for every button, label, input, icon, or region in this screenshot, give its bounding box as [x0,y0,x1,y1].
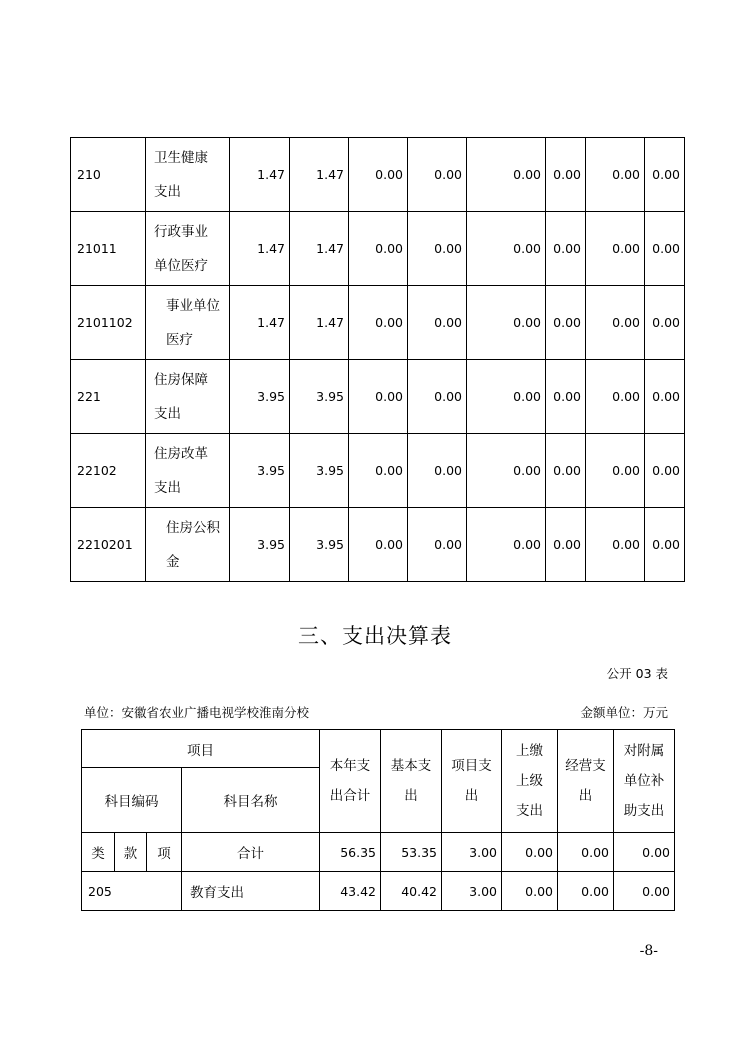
value-cell: 1.47 [230,286,290,360]
value-cell: 0.00 [546,360,586,434]
value-cell: 0.00 [645,360,685,434]
header-upper-text: 上缴上级支出 [516,743,543,819]
value-cell: 0.00 [645,508,685,582]
value-cell: 0.00 [408,360,467,434]
header-subsidy [614,730,675,833]
subject-name: 住房公积金 [146,508,230,582]
value-cell: 1.47 [290,138,349,212]
value-cell: 0.00 [408,434,467,508]
reporting-unit: 单位：安徽省农业广播电视学校淮南分校 [84,705,310,720]
header-subject-name: 科目名称 [182,768,320,833]
value-cell: 0.00 [586,434,645,508]
value-total: 43.42 [320,872,381,911]
page-number: -8- [639,943,658,959]
value-cell: 1.47 [230,212,290,286]
table-row [71,138,685,212]
header-total-text: 本年支出合计 [329,758,371,804]
value-cell: 0.00 [586,508,645,582]
header-subsidy-text: 对附属单位补助支出 [623,743,665,819]
table-row [71,508,685,582]
value-cell: 0.00 [408,508,467,582]
subject-code: 210 [71,138,146,212]
value-cell: 0.00 [349,212,408,286]
subject-name: 行政事业单位医疗 [146,212,230,286]
value-cell: 0.00 [349,360,408,434]
value-cell: 3.95 [290,434,349,508]
header-project [442,730,502,833]
table-row [82,872,675,911]
amount-unit: 金额单位：万元 [580,705,668,720]
value-cell: 0.00 [586,360,645,434]
total-subsidy: 0.00 [614,833,675,872]
value-cell: 0.00 [467,434,546,508]
value-cell: 0.00 [408,212,467,286]
value-cell: 0.00 [467,286,546,360]
header-business [558,730,614,833]
table-row [71,360,685,434]
header-category: 类 [82,833,115,872]
total-upper: 0.00 [502,833,558,872]
value-cell: 3.95 [230,508,290,582]
subject-name: 住房改革支出 [146,434,230,508]
header-subject-code: 科目编码 [82,768,182,833]
value-cell: 0.00 [645,138,685,212]
value-subsidy: 0.00 [614,872,675,911]
subject-name: 住房保障支出 [146,360,230,434]
value-cell: 0.00 [349,508,408,582]
header-item: 项目 [82,730,320,768]
subject-code: 22102 [71,434,146,508]
subject-code: 205 [82,872,182,911]
value-cell: 0.00 [408,138,467,212]
value-cell: 0.00 [586,212,645,286]
value-business: 0.00 [558,872,614,911]
header-upper [502,730,558,833]
table-row [71,286,685,360]
value-upper: 0.00 [502,872,558,911]
value-cell: 0.00 [467,508,546,582]
total-value: 56.35 [320,833,381,872]
value-cell: 0.00 [349,138,408,212]
total-basic: 53.35 [381,833,442,872]
value-cell: 0.00 [546,138,586,212]
value-cell: 0.00 [467,138,546,212]
value-cell: 3.95 [290,360,349,434]
value-cell: 1.47 [290,286,349,360]
value-cell: 0.00 [586,138,645,212]
total-business: 0.00 [558,833,614,872]
value-cell: 0.00 [586,286,645,360]
value-cell: 0.00 [546,434,586,508]
value-cell: 0.00 [467,212,546,286]
value-cell: 0.00 [349,434,408,508]
header-subsection: 项 [147,833,182,872]
header-row [82,730,675,768]
table-row [71,434,685,508]
subject-name: 事业单位医疗 [146,286,230,360]
value-cell: 3.95 [230,360,290,434]
value-cell: 3.95 [230,434,290,508]
total-label: 合计 [182,833,320,872]
expenditure-final-accounts-table [81,729,675,911]
subject-code: 21011 [71,212,146,286]
value-cell: 0.00 [645,286,685,360]
value-cell: 0.00 [546,508,586,582]
header-total [320,730,381,833]
value-cell: 0.00 [467,360,546,434]
header-section: 款 [115,833,147,872]
subject-name: 教育支出 [182,872,320,911]
value-cell: 1.47 [290,212,349,286]
value-cell: 0.00 [408,286,467,360]
form-number: 公开 03 表 [606,666,668,681]
subject-code: 2210201 [71,508,146,582]
value-cell: 0.00 [645,212,685,286]
expense-detail-table-continued [70,137,685,582]
section-title: 三、支出决算表 [298,624,452,648]
table-row [71,212,685,286]
total-project: 3.00 [442,833,502,872]
subject-name: 卫生健康支出 [146,138,230,212]
subject-code: 221 [71,360,146,434]
header-basic-text: 基本支出 [390,758,432,804]
value-cell: 0.00 [645,434,685,508]
header-project-text: 项目支出 [451,758,492,804]
header-basic [381,730,442,833]
value-basic: 40.42 [381,872,442,911]
value-cell: 3.95 [290,508,349,582]
value-cell: 0.00 [546,212,586,286]
value-cell: 1.47 [230,138,290,212]
header-business-text: 经营支出 [565,758,606,804]
value-project: 3.00 [442,872,502,911]
total-row [82,833,675,872]
value-cell: 0.00 [546,286,586,360]
value-cell: 0.00 [349,286,408,360]
subject-code: 2101102 [71,286,146,360]
